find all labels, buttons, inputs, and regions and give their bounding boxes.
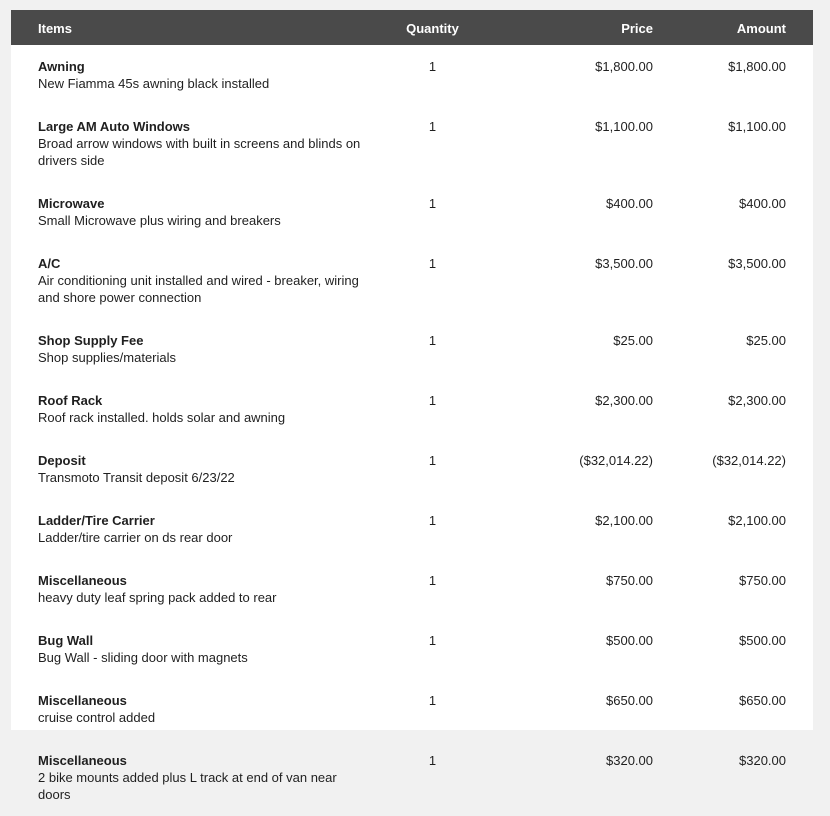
item-title: Miscellaneous bbox=[38, 573, 127, 588]
item-amount: $500.00 bbox=[739, 633, 786, 648]
item-title: Large AM Auto Windows bbox=[38, 119, 191, 134]
item-quantity: 1 bbox=[428, 393, 437, 408]
item-quantity: 1 bbox=[428, 196, 437, 211]
item-quantity: 1 bbox=[428, 513, 437, 528]
item-title: Miscellaneous bbox=[38, 693, 127, 708]
item-title: Miscellaneous bbox=[38, 753, 127, 768]
item-title: Roof Rack bbox=[38, 393, 103, 408]
table-row bbox=[11, 45, 813, 105]
table-row bbox=[11, 619, 813, 679]
item-description: Shop supplies/materials bbox=[38, 350, 177, 365]
item-price: $400.00 bbox=[606, 196, 653, 211]
item-price: $1,100.00 bbox=[595, 119, 653, 134]
item-amount: $1,800.00 bbox=[728, 59, 786, 74]
item-quantity: 1 bbox=[428, 119, 437, 134]
table-row bbox=[11, 182, 813, 242]
table-row bbox=[11, 679, 813, 739]
table-body bbox=[11, 45, 813, 816]
table-row bbox=[11, 319, 813, 379]
item-price: $320.00 bbox=[606, 753, 653, 768]
item-amount: $400.00 bbox=[739, 196, 786, 211]
item-amount: $750.00 bbox=[739, 573, 786, 588]
item-description: Roof rack installed. holds solar and awning bbox=[38, 410, 286, 425]
table-row bbox=[11, 739, 813, 816]
header-price: Price bbox=[621, 21, 653, 36]
item-description: Ladder/tire carrier on ds rear door bbox=[38, 530, 233, 545]
item-description: Small Microwave plus wiring and breakers bbox=[38, 213, 281, 228]
item-description: Air conditioning unit installed and wired - breaker, wiring and shore power connection bbox=[38, 273, 359, 305]
table-header bbox=[11, 10, 813, 45]
item-amount: $1,100.00 bbox=[728, 119, 786, 134]
item-amount: $2,100.00 bbox=[728, 513, 786, 528]
table-row bbox=[11, 559, 813, 619]
item-description: Broad arrow windows with built in screens and blinds on drivers side bbox=[38, 136, 361, 168]
item-price: $2,300.00 bbox=[595, 393, 653, 408]
item-price: $750.00 bbox=[606, 573, 653, 588]
header-items: Items bbox=[38, 21, 72, 36]
item-price: $2,100.00 bbox=[595, 513, 653, 528]
item-title: Shop Supply Fee bbox=[38, 333, 144, 348]
item-description: New Fiamma 45s awning black installed bbox=[38, 76, 270, 91]
table-row bbox=[11, 242, 813, 319]
item-title: Ladder/Tire Carrier bbox=[38, 513, 155, 528]
item-quantity: 1 bbox=[428, 59, 437, 74]
item-quantity: 1 bbox=[428, 693, 437, 708]
item-quantity: 1 bbox=[428, 573, 437, 588]
item-quantity: 1 bbox=[428, 633, 437, 648]
item-title: A/C bbox=[38, 256, 61, 271]
table-row bbox=[11, 379, 813, 439]
item-amount: ($32,014.22) bbox=[712, 453, 786, 468]
table-row bbox=[11, 105, 813, 182]
item-price: $25.00 bbox=[613, 333, 653, 348]
item-description: 2 bike mounts added plus L track at end of van near doors bbox=[38, 770, 337, 802]
item-quantity: 1 bbox=[428, 256, 437, 271]
item-description: cruise control added bbox=[38, 710, 156, 725]
item-title: Bug Wall bbox=[38, 633, 94, 648]
item-price: $3,500.00 bbox=[595, 256, 653, 271]
item-price: $1,800.00 bbox=[595, 59, 653, 74]
invoice-line-items bbox=[11, 10, 813, 802]
item-quantity: 1 bbox=[428, 333, 437, 348]
item-amount: $320.00 bbox=[739, 753, 786, 768]
item-title: Deposit bbox=[38, 453, 86, 468]
item-quantity: 1 bbox=[428, 453, 437, 468]
header-quantity: Quantity bbox=[406, 21, 459, 36]
item-title: Microwave bbox=[38, 196, 105, 211]
item-price: $650.00 bbox=[606, 693, 653, 708]
item-amount: $3,500.00 bbox=[728, 256, 786, 271]
item-description: Bug Wall - sliding door with magnets bbox=[38, 650, 248, 665]
item-amount: $25.00 bbox=[746, 333, 786, 348]
item-quantity: 1 bbox=[428, 753, 437, 768]
header-amount: Amount bbox=[736, 21, 786, 36]
table-row bbox=[11, 499, 813, 559]
table-row bbox=[11, 439, 813, 499]
item-title: Awning bbox=[38, 59, 85, 74]
item-price: ($32,014.22) bbox=[579, 453, 653, 468]
item-price: $500.00 bbox=[606, 633, 653, 648]
item-description: Transmoto Transit deposit 6/23/22 bbox=[38, 470, 235, 485]
item-amount: $650.00 bbox=[739, 693, 786, 708]
item-description: heavy duty leaf spring pack added to rear bbox=[38, 590, 277, 605]
item-amount: $2,300.00 bbox=[728, 393, 786, 408]
